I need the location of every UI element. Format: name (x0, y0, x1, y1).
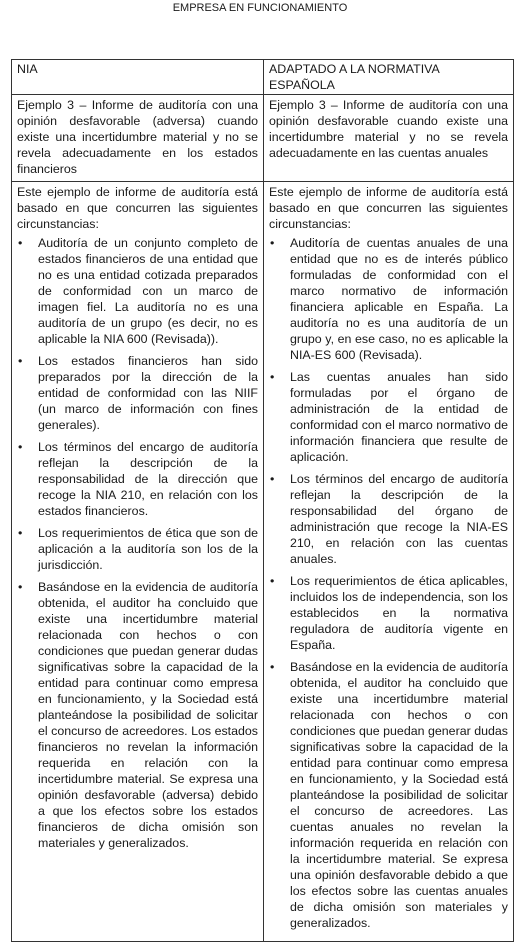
table-cell (264, 182, 514, 942)
list-item (269, 573, 508, 653)
column-header-nia (12, 60, 264, 95)
list-item-text: Basándose en la evidencia de auditoría obtenida, el auditor ha concluido que existe una incertidumbre material relacionada con hechos o con condiciones que puedan generar dudas significativas sobre la capacidad de la entidad para continuar como empresa en funcionamiento, y la Sociedad está planteándose la posibilidad de solicitar el concurso de acreedores. Las cuentas anuales no revelan la información requerida en relación con la incertidumbre material. Se expresa una opinión desfavorable debido a que los efectos sobre las cuentas anuales de dicha omisión son materiales y generalizados. (290, 660, 508, 930)
list-item-text: Auditoría de cuentas anuales de una entidad que no es de interés público formuladas de conformidad con el marco normativo de información financiera aplicable en España. La auditoría no es una auditoría de un grupo y, en ese caso, no es aplicable la NIA-ES 600 (Revisada). (290, 236, 508, 362)
bullet-list-spanish (269, 235, 508, 931)
bullet-list-nia (17, 235, 258, 851)
list-item (269, 235, 508, 363)
list-item-text: Los requerimientos de ética aplicables, incluidos los de independencia, son los establecidos en la normativa reguladora de auditoría vigente en España. (290, 574, 508, 652)
table-row-example-title (12, 95, 514, 182)
list-item-text: Los requerimientos de ética que son de aplicación a la auditoría son los de la jurisdicción. (38, 526, 258, 572)
list-item (17, 579, 258, 851)
example-title-nia: Ejemplo 3 – Informe de auditoría con una opinión desfavorable (adversa) cuando existe una incertidumbre material y no se revela adecuadamente en los estados financieros (17, 98, 258, 176)
bullet-icon: • (18, 526, 23, 540)
table-cell (12, 182, 264, 942)
list-item-text: Los términos del encargo de auditoría reflejan la descripción de la responsabilidad de la dirección que recoge la NIA 210, en relación con los estados financieros. (38, 440, 258, 518)
list-item-text: Los estados financieros han sido preparados por la dirección de la entidad de conformidad con las NIIF (un marco de información con fines generales). (38, 354, 258, 432)
list-item (17, 235, 258, 347)
list-item (17, 439, 258, 519)
intro-text: Este ejemplo de informe de auditoría está basado en que concurren las siguientes circunstancias: (17, 185, 258, 231)
list-item (269, 369, 508, 465)
bullet-icon: • (270, 370, 275, 384)
intro-text: Este ejemplo de informe de auditoría está basado en que concurren las siguientes circunstancias: (269, 185, 508, 231)
table-cell (12, 95, 264, 182)
column-header-label: NIA (17, 62, 38, 76)
example-title-spanish: Ejemplo 3 – Informe de auditoría con una opinión desfavorable cuando existe una incertidumbre material y no se revela adecuadamente en las cuentas anuales (269, 98, 508, 160)
table-header-row (12, 60, 514, 95)
comparison-table (11, 59, 514, 942)
table-row-circumstances (12, 182, 514, 942)
bullet-icon: • (18, 440, 23, 454)
bullet-icon: • (270, 574, 275, 588)
list-item-text: Auditoría de un conjunto completo de estados financieros de una entidad que no es una entidad cotizada preparados de conformidad con un marco de imagen fiel. La auditoría no es una auditoría de un grupo (es decir, no es aplicable la NIA 600 (Revisada)). (38, 236, 258, 346)
list-item (269, 659, 508, 931)
list-item-text: Los términos del encargo de auditoría reflejan la descripción de la responsabilidad del órgano de administración que recoge la NIA-ES 210, en relación con las cuentas anuales. (290, 472, 508, 566)
list-item-text: Basándose en la evidencia de auditoría obtenida, el auditor ha concluido que existe una incertidumbre material relacionada con hechos o con condiciones que puedan generar dudas significativas sobre la capacidad de la entidad para continuar como empresa en funcionamiento, y la Sociedad está planteándose la posibilidad de solicitar el concurso de acreedores. Los estados financieros no revelan la información requerida en relación con la incertidumbre material. Se expresa una opinión desfavorable (adversa) debido a que los efectos sobre los estados financieros de dicha omisión son materiales y generalizados. (38, 580, 258, 850)
bullet-icon: • (270, 236, 275, 250)
bullet-icon: • (270, 660, 275, 674)
column-header-label: ADAPTADO A LA NORMATIVA ESPAÑOLA (269, 62, 440, 92)
bullet-icon: • (18, 354, 23, 368)
list-item-text: Las cuentas anuales han sido formuladas por el órgano de administración de la entidad de conformidad con el marco normativo de información financiera que resulte de aplicación. (290, 370, 508, 464)
column-header-spanish (264, 60, 514, 95)
bullet-icon: • (270, 472, 275, 486)
list-item (269, 471, 508, 567)
bullet-icon: • (18, 580, 23, 594)
list-item (17, 525, 258, 573)
page-title: EMPRESA EN FUNCIONAMIENTO (172, 2, 348, 14)
list-item (17, 353, 258, 433)
table-cell (264, 95, 514, 182)
bullet-icon: • (18, 236, 23, 250)
